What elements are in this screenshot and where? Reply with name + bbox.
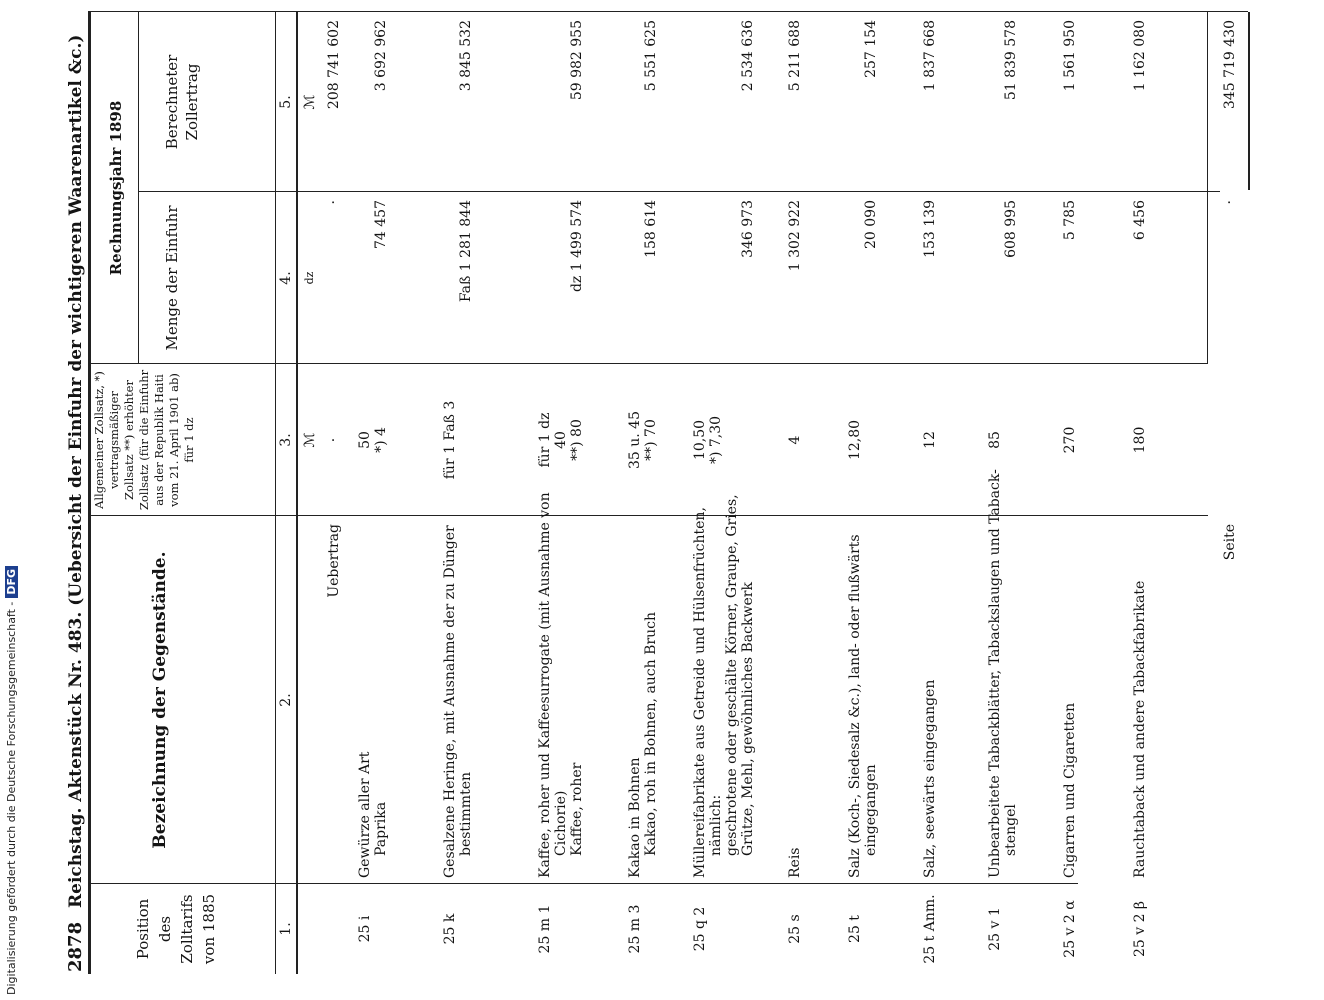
header-duty: Allgemeiner Zollsatz, *) vertragsmäßiger Zollsatz **) erhöhter Zollsatz (für die Einfuhr aus der Republik Haiti vom 21. April 1901 ab) für 1 dz xyxy=(92,369,196,511)
number-row-rule xyxy=(296,12,298,974)
row-revenue: 59 982 955 xyxy=(569,20,585,101)
row-duty: 40 xyxy=(553,431,569,449)
row-designation-line: Müllereifabrikate aus Getreide und Hülsenfrüchten, xyxy=(692,507,708,878)
row-revenue: 1 837 668 xyxy=(922,20,938,92)
footer-credit xyxy=(5,566,18,995)
page-number: 2878 xyxy=(65,921,86,972)
row-quantity: 20 090 xyxy=(863,200,879,249)
row-position: 25 t xyxy=(847,915,863,943)
row-position: 25 q 2 xyxy=(692,906,708,952)
total-underline xyxy=(1248,12,1250,190)
row-duty: *) 7,30 xyxy=(708,415,724,465)
carry-over-duty: · xyxy=(326,437,342,443)
row-designation-line: eingegangen xyxy=(863,764,879,856)
row-position: 25 v 1 xyxy=(987,907,1003,951)
header-year-group: Rechnungsjahr 1898 xyxy=(107,100,125,276)
row-quantity: dz 1 499 574 xyxy=(569,200,585,293)
row-revenue: 5 551 625 xyxy=(643,20,659,92)
page-total-quantity: · xyxy=(1222,200,1238,205)
row-designation-line: geschrotene oder geschälte Körner, Graupe, Gries, xyxy=(724,494,740,856)
col-divider-1 xyxy=(88,883,1078,884)
table-right-edge xyxy=(88,11,1248,12)
row-quantity: 346 973 xyxy=(740,200,756,258)
row-duty: **) 70 xyxy=(643,419,659,461)
row-duty: 180 xyxy=(1132,426,1148,454)
row-quantity: 608 995 xyxy=(1003,200,1019,258)
row-position: 25 v 2 β xyxy=(1132,900,1148,958)
unit-duty: ℳ xyxy=(302,432,318,448)
row-quantity: Faß 1 281 844 xyxy=(458,200,474,303)
row-duty: *) 4 xyxy=(373,427,389,453)
row-position: 25 k xyxy=(442,913,458,945)
row-designation-line: Reis xyxy=(787,847,803,878)
header-designation: Bezeichnung der Gegenstände. xyxy=(150,551,170,849)
row-revenue: 1 561 950 xyxy=(1062,20,1078,92)
row-revenue: 2 534 636 xyxy=(740,20,756,92)
header-rule xyxy=(275,12,276,974)
row-position: 25 s xyxy=(787,914,803,944)
row-quantity: 158 614 xyxy=(643,200,659,258)
header-revenue: Berechneter Zollertrag xyxy=(163,54,201,150)
row-duty: 85 xyxy=(987,431,1003,449)
row-position: 25 m 1 xyxy=(537,904,553,954)
row-designation-line: Salz, seewärts eingegangen xyxy=(922,679,938,878)
page-total-revenue: 345 719 430 xyxy=(1222,20,1238,110)
col-divider-4 xyxy=(138,191,1220,192)
row-quantity: 74 457 xyxy=(373,200,389,249)
header-position: Position des Zolltarifs von 1885 xyxy=(134,893,218,965)
row-quantity: 1 302 922 xyxy=(787,200,803,272)
row-designation-line: Cichorie) xyxy=(553,790,569,856)
row-designation-line: Salz (Koch-, Siedesalz &c.), land- oder flußwärts xyxy=(847,534,863,878)
row-duty: 12 xyxy=(922,431,938,449)
row-duty: 270 xyxy=(1062,426,1078,454)
row-revenue: 51 839 578 xyxy=(1003,20,1019,101)
row-designation-line: Gesalzene Heringe, mit Ausnahme der zu Dünger xyxy=(442,525,458,878)
column-number-1: 1. xyxy=(278,922,294,936)
row-quantity: 153 139 xyxy=(922,200,938,258)
row-duty: 50 xyxy=(357,431,373,449)
row-designation-line: nämlich: xyxy=(708,794,724,856)
row-designation-line: Paprika xyxy=(373,801,389,856)
footer-text: Digitalisierung gefördert durch die Deutsche Forschungsgemeinschaft - xyxy=(5,601,18,995)
column-number-3: 3. xyxy=(278,433,294,447)
row-designation-line: stengel xyxy=(1003,804,1019,856)
carry-over-revenue: 208 741 602 xyxy=(326,20,342,110)
top-rule xyxy=(88,12,91,974)
row-designation-line: Kakao in Bohnen xyxy=(627,757,643,878)
row-duty: 35 u. 45 xyxy=(627,411,643,469)
rotated-table-page xyxy=(52,0,1324,1000)
total-rule xyxy=(1207,12,1208,364)
row-duty: 12,80 xyxy=(847,419,863,461)
row-position: 25 v 2 α xyxy=(1062,900,1078,958)
row-duty: **) 80 xyxy=(569,419,585,461)
carry-over-label: Uebertrag xyxy=(326,524,342,598)
row-designation-line: Kaffee, roher xyxy=(569,762,585,856)
header-quantity: Menge der Einfuhr xyxy=(163,205,181,351)
row-designation-line: Gewürze aller Art xyxy=(357,751,373,878)
row-designation-line: Kakao, roh in Bohnen, auch Bruch xyxy=(643,612,659,856)
row-revenue: 5 211 688 xyxy=(787,20,803,92)
row-designation-line: bestimmten xyxy=(458,771,474,856)
row-duty: 10,50 xyxy=(692,419,708,461)
row-revenue: 1 162 080 xyxy=(1132,20,1148,92)
unit-quantity: dz xyxy=(303,271,316,285)
year-group-rule xyxy=(138,12,139,364)
unit-revenue: ℳ xyxy=(302,94,318,110)
row-designation-line: Rauchtaback und andere Tabackfabrikate xyxy=(1132,580,1148,878)
row-quantity: 6 456 xyxy=(1132,200,1148,241)
row-designation-line: Kaffee, roher und Kaffeesurrogate (mit Ausnahme von xyxy=(537,492,553,878)
column-number-4: 4. xyxy=(278,271,294,285)
dfg-logo: DFG xyxy=(5,566,18,598)
page-total-label: Seite xyxy=(1222,524,1238,561)
row-designation-line: Cigarren und Cigaretten xyxy=(1062,702,1078,878)
row-position: 25 t Anm. xyxy=(922,894,938,964)
row-quantity: 5 785 xyxy=(1062,200,1078,241)
row-position: 25 i xyxy=(357,915,373,943)
carry-over-quantity: · xyxy=(326,200,342,205)
row-revenue: 3 845 532 xyxy=(458,20,474,92)
column-number-5: 5. xyxy=(278,95,294,109)
row-position: 25 m 3 xyxy=(627,904,643,954)
page-title: Reichstag. Aktenstück Nr. 483. (Uebersicht der Einfuhr der wichtigeren Waarenartikel &c.) xyxy=(66,34,86,908)
col-divider-3 xyxy=(88,363,1208,364)
row-designation-line: Unbearbeitete Tabackblätter, Tabackslaugen und Taback- xyxy=(987,469,1003,878)
row-duty: für 1 Faß 3 xyxy=(442,400,458,480)
row-duty: 4 xyxy=(787,435,803,445)
column-number-2: 2. xyxy=(278,693,294,707)
row-revenue: 3 692 962 xyxy=(373,20,389,92)
row-designation-line: Grütze, Mehl, gewöhnliches Backwerk xyxy=(740,582,756,856)
row-revenue: 257 154 xyxy=(863,20,879,78)
row-duty: für 1 dz xyxy=(537,412,553,468)
col-divider-2 xyxy=(88,515,1208,516)
